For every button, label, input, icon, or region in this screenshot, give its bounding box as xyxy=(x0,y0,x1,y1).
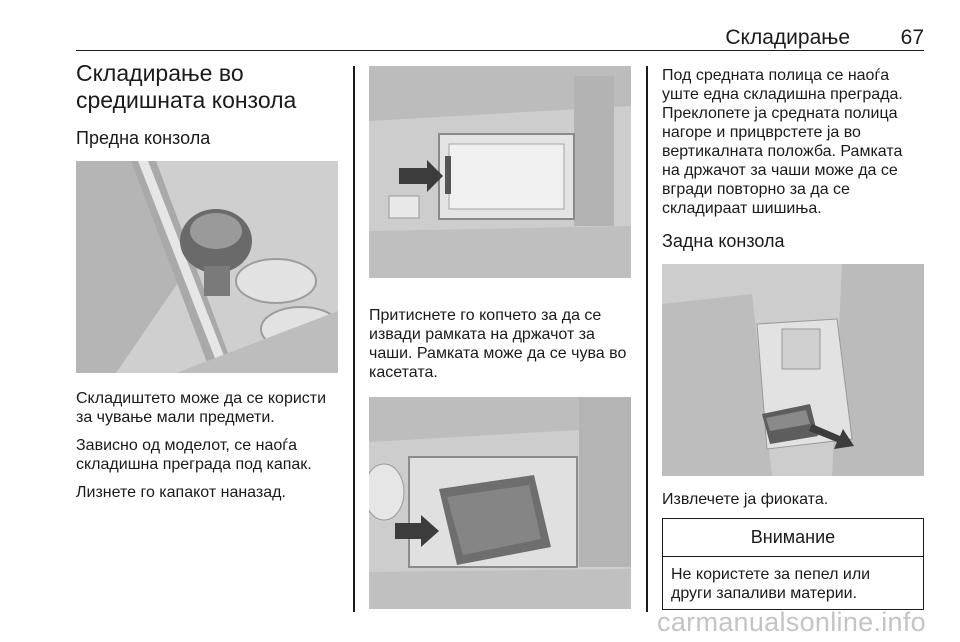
release-button xyxy=(445,156,451,194)
cup-holder-1 xyxy=(236,259,316,303)
section-title: Складирање xyxy=(725,26,850,49)
armrest-side xyxy=(574,76,614,226)
small-compartment xyxy=(389,196,419,218)
caution-box xyxy=(662,518,924,610)
armrest-side xyxy=(579,397,631,567)
page-number: 67 xyxy=(900,26,924,49)
caution-text: Не користете за пепел или други запаливи материи. xyxy=(671,566,871,602)
gear-stem xyxy=(204,266,230,296)
column-3 xyxy=(662,66,924,610)
paragraph: Лизнете го капакот наназад. xyxy=(76,484,286,501)
column-divider xyxy=(646,66,648,612)
section-heading: Складирање во средишната конзола xyxy=(76,60,297,113)
column-2 xyxy=(369,66,631,609)
paragraph: Под средната полица се наоѓа уште една складишна преграда. Преклопете ја средната полица нагоре и прицврстете ја во вертикалната положба. Рамката на држачот за чаши може да се вгради повторно за да се складираат шишиња. xyxy=(662,67,903,217)
column-1 xyxy=(76,60,344,511)
console-base xyxy=(369,226,631,278)
console-base xyxy=(369,569,631,609)
subsection-heading: Задна конзола xyxy=(662,231,785,251)
gear-knob-top xyxy=(190,213,242,249)
cup-holder-frame-illustration xyxy=(369,66,631,278)
tray-inner xyxy=(449,144,564,209)
column-divider xyxy=(353,66,355,612)
vent-panel xyxy=(782,329,820,369)
paragraph: Зависно од моделот, се наоѓа складишна преграда под капак. xyxy=(76,437,312,473)
page-header xyxy=(76,22,924,51)
cup-holder xyxy=(369,464,404,520)
paragraph: Притиснете го копчето за да се извади рамката на држачот за чаши. Рамката може да се чува во касетата. xyxy=(369,307,627,381)
watermark: carmanualsonline.info xyxy=(657,607,926,637)
rear-console-illustration xyxy=(662,264,924,476)
frame-storage-illustration xyxy=(369,397,631,609)
front-console-illustration xyxy=(76,161,338,373)
caution-title: Внимание xyxy=(663,519,923,557)
paragraph: Складиштето може да се користи за чување мали предмети. xyxy=(76,390,327,426)
caption: Извлечете ја фиоката. xyxy=(662,491,829,508)
subsection-heading: Предна конзола xyxy=(76,128,211,148)
